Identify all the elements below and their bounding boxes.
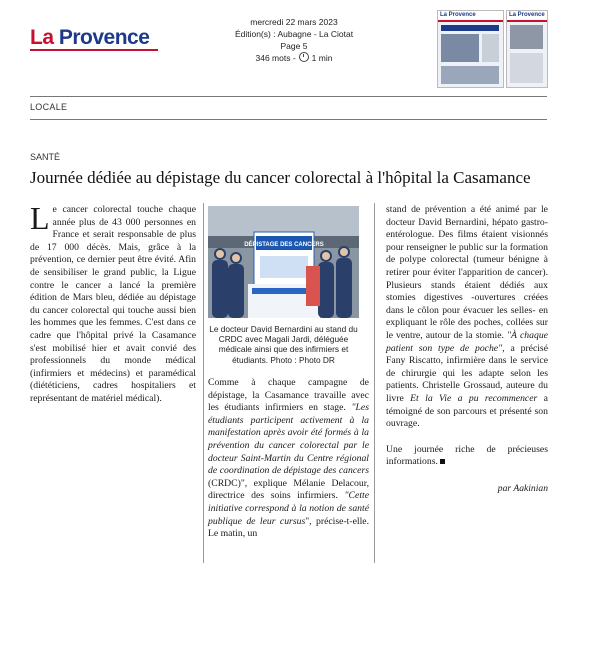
front-page-thumbnail[interactable] — [437, 10, 504, 88]
article-kicker: SANTÉ — [30, 152, 61, 162]
article-column-2 — [208, 377, 369, 541]
article-paragraph — [386, 204, 548, 431]
article-paragraph — [30, 200, 196, 406]
thumbnail-text-2 — [510, 53, 543, 83]
paragraph-text: Une journée riche de précieuses informations. — [386, 443, 548, 468]
column-divider — [203, 203, 204, 563]
article-paragraph — [208, 377, 369, 541]
issue-page: Page 5 — [280, 41, 308, 51]
paragraph-text: ", précise-t-elle. Le matin, un — [208, 515, 369, 540]
article-photo[interactable] — [208, 206, 359, 318]
section-top-rule — [30, 96, 547, 97]
article-byline: par Aakinian — [497, 482, 548, 494]
issue-edition: Édition(s) : Aubagne - La Ciotat — [234, 29, 354, 39]
paragraph-text: Comme à chaque campagne de dépistage, la Casamance travaille avec les étudiants infirmiers en stage. — [208, 377, 369, 414]
article-column-1 — [30, 200, 196, 406]
logo-la: La — [30, 26, 54, 49]
paragraph-text: (CRDC)", explique Mélanie Delacour, directrice des soins infirmiers. — [208, 477, 369, 502]
article-paragraph — [386, 444, 548, 469]
article-headline: Journée dédiée au dépistage du cancer colorectal à l'hôpital la Casamance — [30, 168, 531, 187]
thumbnail-title-2: La Provence — [507, 11, 547, 22]
paragraph-text: a témoigné de son parcours et présenté son ouvrage. — [386, 392, 548, 430]
issue-date: mercredi 22 mars 2023 — [250, 17, 338, 27]
thumbnail-photo — [441, 34, 479, 62]
quote-text: "À chaque patient son type de poche" — [386, 329, 548, 354]
newspaper-logo — [30, 26, 149, 50]
inside-page-thumbnail[interactable] — [506, 10, 548, 88]
word-count-line — [210, 52, 378, 64]
banner-text: DÉPISTAGE DES CANCERS — [244, 242, 324, 248]
logo-provence: Provence — [58, 26, 150, 49]
logo-underline — [30, 49, 158, 51]
photo-caption: Le docteur David Bernardini au stand du CRDC avec Magali Jardi, déléguée médicale ainsi que des infirmiers et étudiants. Photo : Photo DR — [209, 324, 358, 365]
drop-cap: L — [30, 200, 50, 236]
thumbnail-photo-2 — [510, 25, 543, 49]
clock-icon — [299, 52, 309, 62]
thumbnail-headline-bar — [441, 25, 499, 31]
thumbnail-lower-photo — [441, 66, 499, 84]
thumbnail-title: La Provence — [438, 11, 503, 22]
book-title: Et la Vie a pu recommencer — [410, 392, 538, 404]
photo-illustration — [208, 206, 359, 318]
thumbnail-side-text — [482, 34, 499, 62]
column-divider — [374, 203, 375, 563]
section-bottom-rule — [30, 119, 547, 120]
end-mark-icon — [440, 459, 445, 464]
issue-metadata — [210, 16, 378, 64]
section-label: LOCALE — [30, 102, 68, 112]
paragraph-text: e cancer colorectal touche chaque année plus de 43 000 personnes en France et serait responsable de plus de 17 000 décès. Mais, grâce à la prévention, ce dernier peut être évité. Afin de sensibiliser le grand public, la Ligue contre le cancer a lancé la première édition de Mars bleu, dédiée au dépistage du cancer colorectal qui touche aussi bien les hommes que les femmes. C'est dans ce cadre que l'hôpital privé la Casamance s'est mobilisé hier et avait convié des professionnels du monde médical (infirmiers et médecins) et paramédical (diététiciens, cadres hospitaliers et représentant de matériel médical). — [30, 204, 196, 404]
paragraph-text: stand de prévention a été animé par le docteur David Bernardini, hépato gastro-entérologue. Des films étaient visionnés pour renseigner le public sur la formation de polype colorectal (tumeur bénigne à retirer pour éviter l'apparition de cancer). Plusieurs stands étaient dédiés aux stomies digestives -ouvertures créées dans le côlon pour évacuer les selles- en expliquant le rôle des poches, collées sur le ventre, autour de la stomie. — [386, 204, 548, 341]
quote-text: "Cette initiative correspond à la notion de santé publique de leur cursus — [208, 490, 369, 527]
read-time: 1 min — [311, 53, 333, 63]
paragraph-text: , a précisé Fany Riscatto, infirmière dans le service de chirurgie qui les adapte selon les patients. Christelle Grossaud, auteure du livre — [386, 342, 549, 404]
article-column-3 — [386, 204, 548, 495]
word-count: 346 mots - — [255, 53, 296, 63]
quote-text: "Les étudiants participent activement à la manifestation après avoir été formés à la prévention du cancer colorectal par le docteur Saint-Martin du Centre régional de coordination de dépistage des cancers — [208, 402, 369, 477]
